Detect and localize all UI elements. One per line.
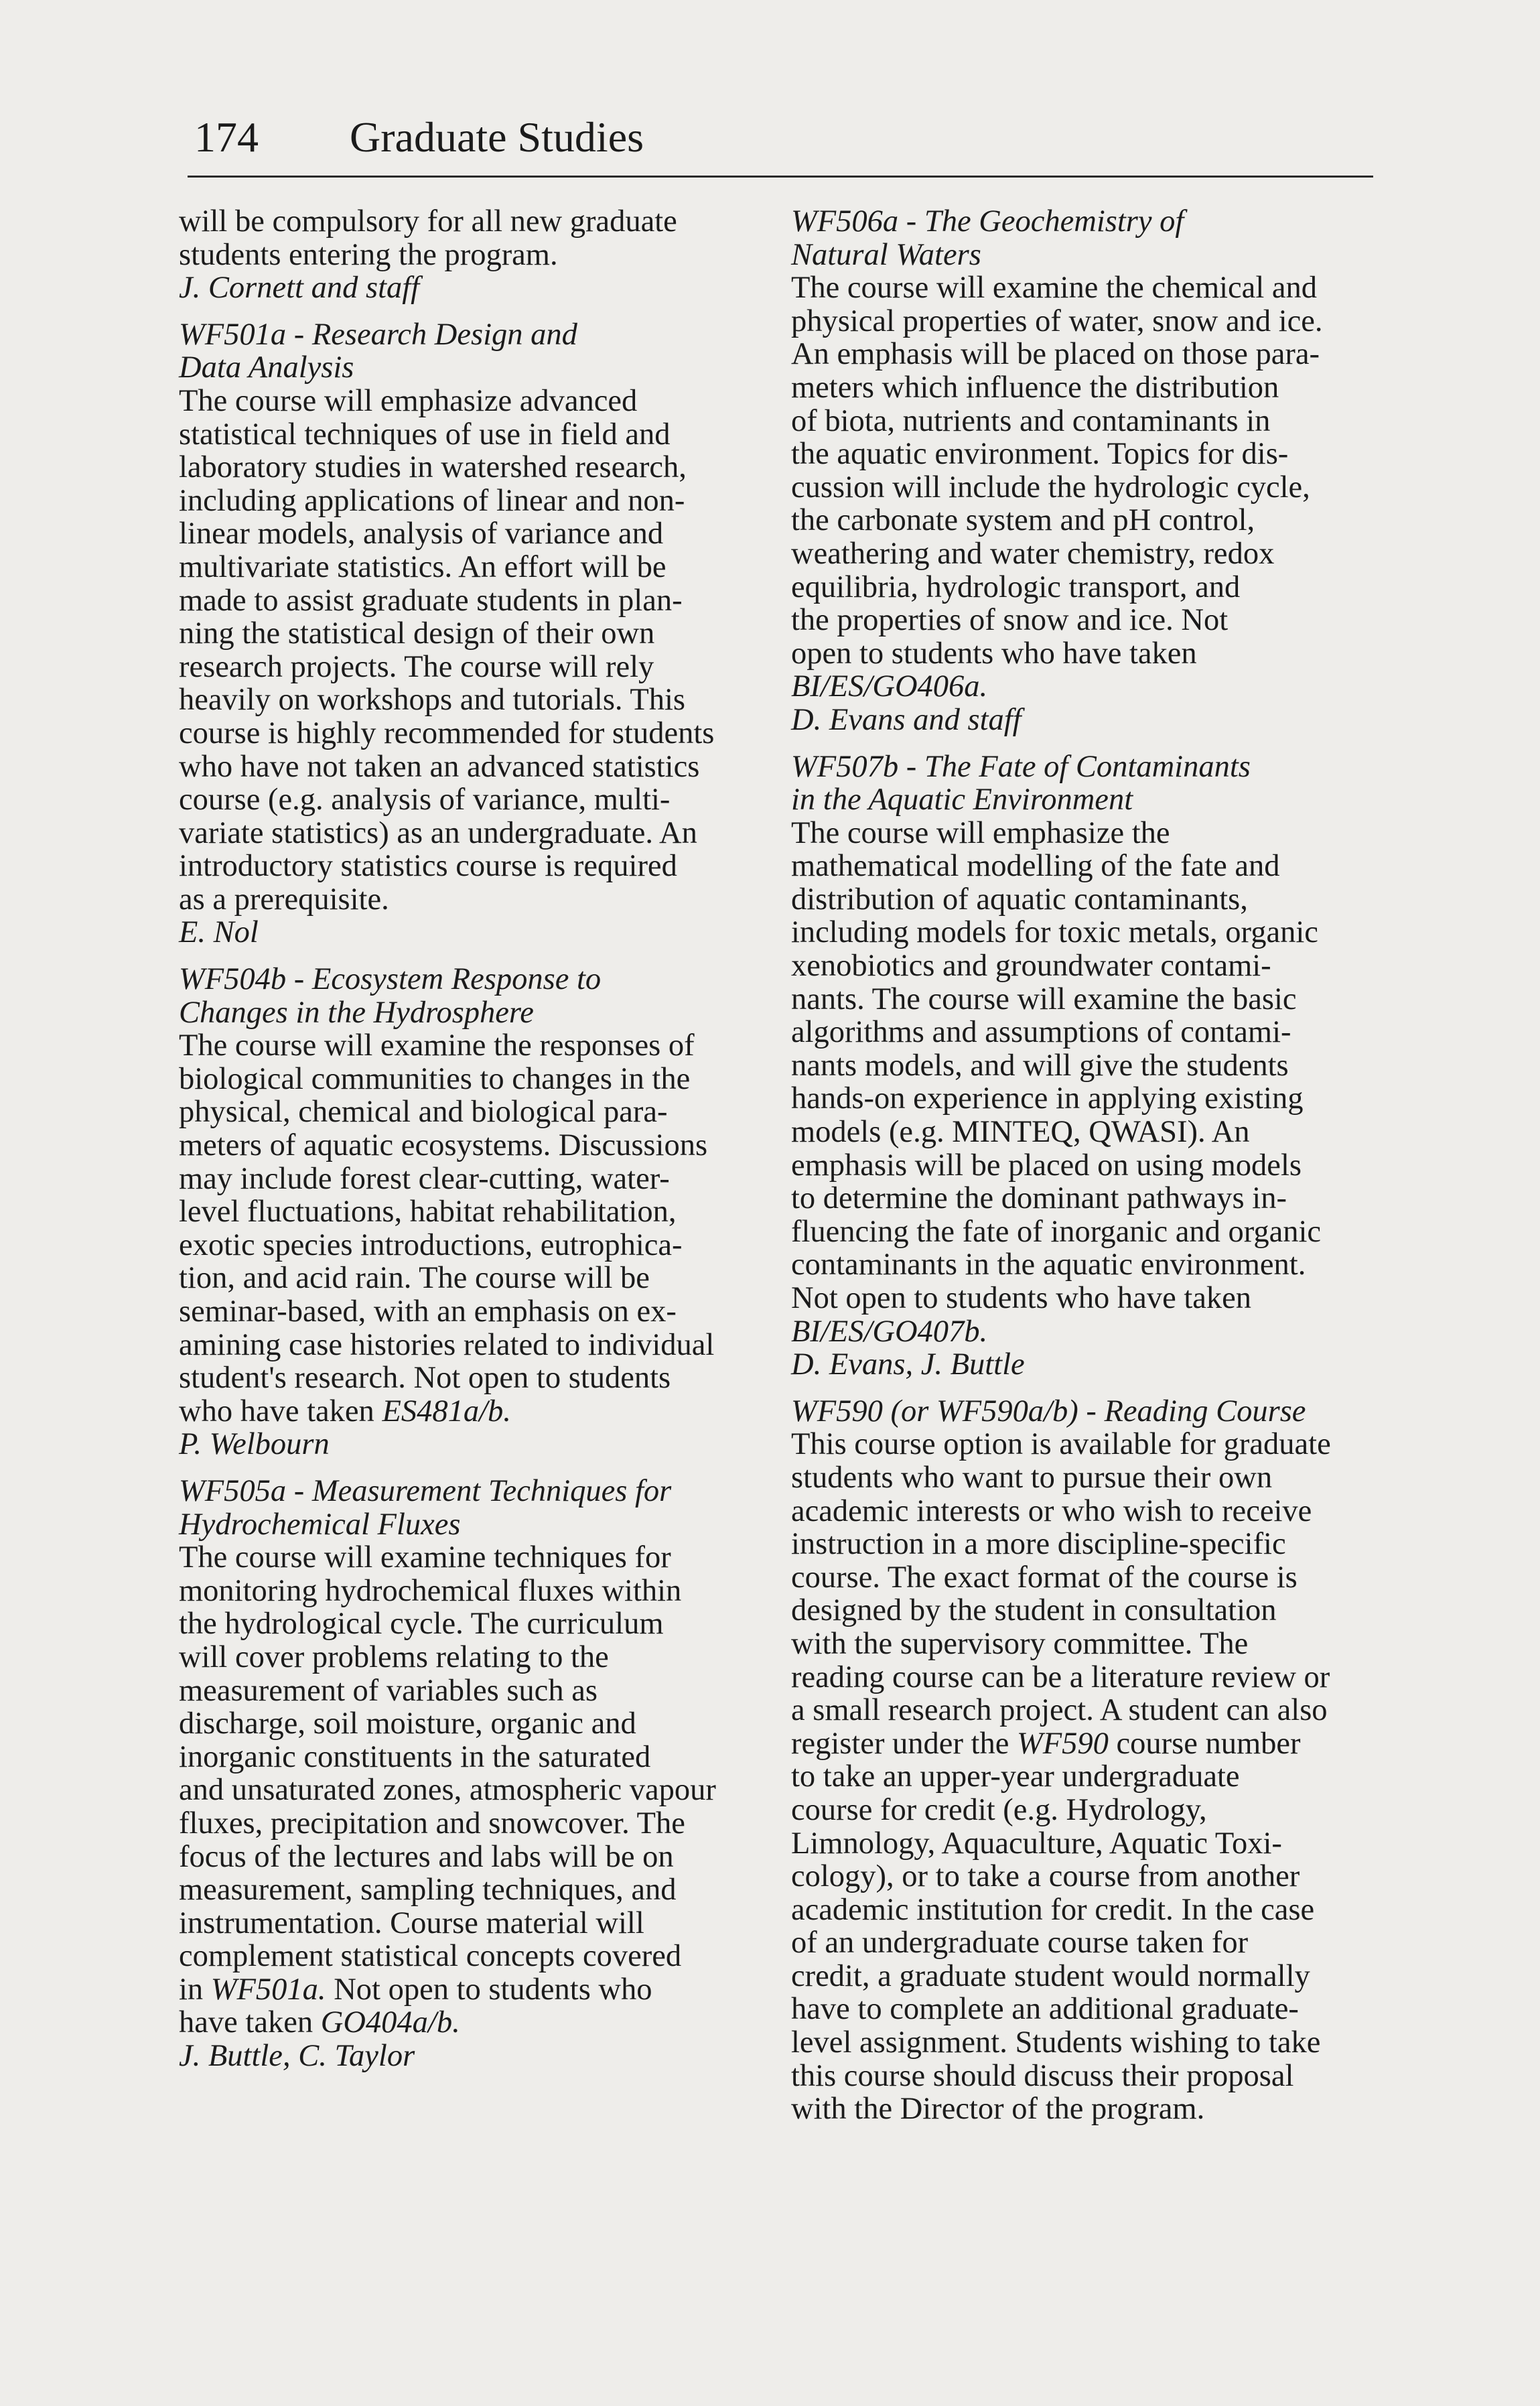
body-line: The course will examine the chemical and [791, 271, 1318, 306]
course-code-reference: ES481a/b. [382, 1394, 511, 1428]
body-line: instrumentation. Course material will [179, 1906, 644, 1940]
body-line: course for credit (e.g. Hydrology, [791, 1792, 1207, 1827]
title-line: Data Analysis [179, 350, 354, 385]
body-line: seminar-based, with an emphasis on ex- [179, 1294, 677, 1329]
body-line: weathering and water chemistry, redox [791, 536, 1275, 571]
body-line [179, 2006, 768, 2040]
body-line: ning the statistical design of their own [179, 616, 655, 651]
page-number: 174 [194, 113, 259, 161]
intro-entry [179, 205, 768, 305]
body-line: monitoring hydrochemical fluxes within [179, 1573, 682, 1608]
course-code-reference: BI/ES/GO406a. [791, 669, 988, 704]
body-line: biological communities to changes in the [179, 1061, 691, 1096]
instructor: J. Buttle, C. Taylor [179, 2039, 415, 2074]
instructor: E. Nol [179, 915, 259, 950]
instructor: D. Evans and staff [791, 702, 1022, 737]
body-line: Limnology, Aquaculture, Aquatic Toxi- [791, 1826, 1282, 1861]
body-line: linear models, analysis of variance and [179, 517, 664, 551]
course-entry-wf506a [791, 205, 1381, 737]
body-text: register under the [791, 1726, 1017, 1761]
header-rule [188, 176, 1373, 178]
body-line: course is highly recommended for students [179, 716, 715, 750]
body-line: academic institution for credit. In the case [791, 1892, 1315, 1927]
body-line: fluencing the fate of inorganic and organic [791, 1214, 1322, 1249]
course-title [179, 1475, 768, 1541]
body-line: designed by the student in consultation [791, 1593, 1277, 1628]
title-line: Natural Waters [791, 237, 981, 272]
body-line: An emphasis will be placed on those para- [791, 337, 1320, 372]
body-line: measurement of variables such as [179, 1673, 598, 1708]
course-description [791, 271, 1381, 704]
body-line: variate statistics) as an undergraduate. An [179, 815, 697, 850]
body-line: the carbonate system and pH control, [791, 503, 1255, 538]
body-line: including applications of linear and non- [179, 483, 685, 518]
body-line: measurement, sampling techniques, and [179, 1873, 677, 1908]
body-line: with the Director of the program. [791, 2092, 1205, 2127]
body-line: the aquatic environment. Topics for dis- [791, 437, 1289, 472]
body-line: discharge, soil moisture, organic and [179, 1707, 636, 1741]
body-line: Not open to students who have taken [791, 1281, 1252, 1315]
body-line: may include forest clear-cutting, water- [179, 1161, 670, 1196]
title-line: WF506a - The Geochemistry of [791, 204, 1184, 239]
course-entry-wf505a [179, 1475, 768, 2073]
body-line: will cover problems relating to the [179, 1640, 609, 1674]
body-line: a small research project. A student can also [791, 1693, 1328, 1728]
body-line: cology), or to take a course from another [791, 1859, 1300, 1894]
body-line: nants. The course will examine the basic [791, 982, 1297, 1016]
body-line: reading course can be a literature review or [791, 1660, 1330, 1694]
course-code-reference: BI/ES/GO407b. [791, 1314, 988, 1349]
body-line: algorithms and assumptions of contami- [791, 1015, 1291, 1050]
course-code-reference: WF501a. [210, 1972, 326, 2007]
body-line: to determine the dominant pathways in- [791, 1181, 1287, 1216]
course-code-reference: WF590 [1017, 1726, 1109, 1761]
body-line: instruction in a more discipline-specific [791, 1527, 1286, 1562]
instructor: D. Evans, J. Buttle [791, 1347, 1025, 1382]
body-line: credit, a graduate student would normally [791, 1958, 1310, 1993]
body-line: hands-on experience in applying existing [791, 1081, 1304, 1116]
instructor: J. Cornett and staff [179, 271, 420, 306]
body-line: inorganic constituents in the saturated [179, 1739, 651, 1774]
body-line: research projects. The course will rely [179, 649, 654, 684]
course-title [179, 318, 768, 385]
body-line: as a prerequisite. [179, 882, 389, 917]
title-line: WF501a - Research Design and [179, 317, 577, 352]
course-title [179, 963, 768, 1029]
body-line: physical, chemical and biological para- [179, 1095, 668, 1130]
body-text: Not open to students who [326, 1972, 652, 2007]
body-line: exotic species introductions, eutrophica- [179, 1227, 683, 1262]
body-line: complement statistical concepts covered [179, 1939, 682, 1974]
title-line: in the Aquatic Environment [791, 783, 1133, 817]
body-line: physical properties of water, snow and ice. [791, 304, 1323, 338]
body-line: have to complete an additional graduate- [791, 1992, 1299, 2027]
body-line [791, 1727, 1381, 1761]
body-line: meters of aquatic ecosystems. Discussions [179, 1128, 708, 1163]
body-line: including models for toxic metals, organic [791, 915, 1318, 950]
right-column [791, 205, 1381, 2139]
body-line: laboratory studies in watershed research, [179, 450, 687, 485]
course-title [791, 1395, 1381, 1428]
running-title: Graduate Studies [350, 113, 644, 161]
body-line: of an undergraduate course taken for [791, 1926, 1249, 1960]
body-line: The course will emphasize advanced [179, 383, 638, 418]
title-line: WF505a - Measurement Techniques for [179, 1473, 672, 1508]
body-line: cussion will include the hydrologic cycle, [791, 470, 1310, 505]
course-title [791, 750, 1381, 817]
entry-body [179, 205, 768, 271]
body-text: in [179, 1972, 211, 2007]
body-line: this course should discuss their proposal [791, 2058, 1294, 2093]
body-line: The course will emphasize the [791, 815, 1170, 850]
course-title [791, 205, 1381, 271]
body-line: level fluctuations, habitat rehabilitation, [179, 1195, 677, 1229]
course-entry-wf501a [179, 318, 768, 949]
body-line: open to students who have taken [791, 636, 1197, 671]
body-line: made to assist graduate students in plan- [179, 583, 683, 618]
body-line: level assignment. Students wishing to take [791, 2025, 1321, 2060]
body-line: focus of the lectures and labs will be on [179, 1839, 674, 1874]
course-entry-wf507b [791, 750, 1381, 1382]
body-line: equilibria, hydrologic transport, and [791, 570, 1241, 604]
course-description [179, 1029, 768, 1428]
body-line: introductory statistics course is required [179, 849, 677, 884]
title-line: WF590 (or WF590a/b) - Reading Course [791, 1394, 1306, 1428]
course-code-reference: GO404a/b. [320, 2005, 460, 2040]
body-line: the hydrological cycle. The curriculum [179, 1607, 664, 1642]
body-line: who have not taken an advanced statistics [179, 749, 700, 784]
title-line: Hydrochemical Fluxes [179, 1507, 461, 1542]
page-header [194, 107, 1373, 171]
body-line: and unsaturated zones, atmospheric vapour [179, 1773, 716, 1808]
body-text: have taken [179, 2005, 321, 2040]
course-entry-wf590 [791, 1395, 1381, 2126]
body-line: the properties of snow and ice. Not [791, 603, 1229, 638]
body-line: of biota, nutrients and contaminants in [791, 403, 1271, 438]
body-line: statistical techniques of use in field and [179, 417, 671, 452]
body-line: contaminants in the aquatic environment. [791, 1248, 1306, 1282]
body-line: with the supervisory committee. The [791, 1626, 1249, 1661]
course-description [791, 817, 1381, 1349]
body-line: The course will examine techniques for [179, 1540, 671, 1575]
body-line: xenobiotics and groundwater contami- [791, 949, 1271, 984]
course-entry-wf504b [179, 963, 768, 1461]
body-text: course number [1108, 1726, 1301, 1761]
body-line [179, 1395, 768, 1428]
body-line: course. The exact format of the course is [791, 1560, 1298, 1595]
body-line: This course option is available for graduate [791, 1427, 1331, 1462]
body-line: nants models, and will give the students [791, 1048, 1289, 1083]
body-line: emphasis will be placed on using models [791, 1148, 1302, 1183]
title-line: Changes in the Hydrosphere [179, 995, 534, 1030]
body-line: tion, and acid rain. The course will be [179, 1261, 650, 1296]
course-description [791, 1428, 1381, 2125]
course-description [179, 385, 768, 917]
body-line: fluxes, precipitation and snowcover. The [179, 1806, 685, 1841]
body-line: meters which influence the distribution [791, 370, 1279, 405]
body-line: students entering the program. [179, 237, 558, 272]
body-line: to take an upper-year undergraduate [791, 1759, 1240, 1794]
body-line: student's research. Not open to students [179, 1361, 671, 1396]
body-line: will be compulsory for all new graduate [179, 204, 677, 239]
title-line: WF504b - Ecosystem Response to [179, 962, 602, 997]
body-line: models (e.g. MINTEQ, QWASI). An [791, 1115, 1250, 1150]
body-line: heavily on workshops and tutorials. This [179, 683, 685, 718]
body-line: distribution of aquatic contaminants, [791, 882, 1248, 917]
body-line: mathematical modelling of the fate and [791, 849, 1280, 884]
instructor: P. Welbourn [179, 1427, 330, 1462]
course-description [179, 1541, 768, 2040]
title-line: WF507b - The Fate of Contaminants [791, 749, 1251, 784]
body-line: multivariate statistics. An effort will be [179, 549, 667, 584]
body-line: academic interests or who wish to receive [791, 1493, 1312, 1528]
left-column [179, 205, 768, 2086]
body-line [179, 1973, 768, 2007]
body-line: The course will examine the responses of [179, 1028, 695, 1063]
body-text: who have taken [179, 1394, 382, 1428]
body-line: course (e.g. analysis of variance, multi- [179, 783, 671, 817]
body-line: students who want to pursue their own [791, 1460, 1273, 1495]
body-line: amining case histories related to individual [179, 1327, 715, 1362]
